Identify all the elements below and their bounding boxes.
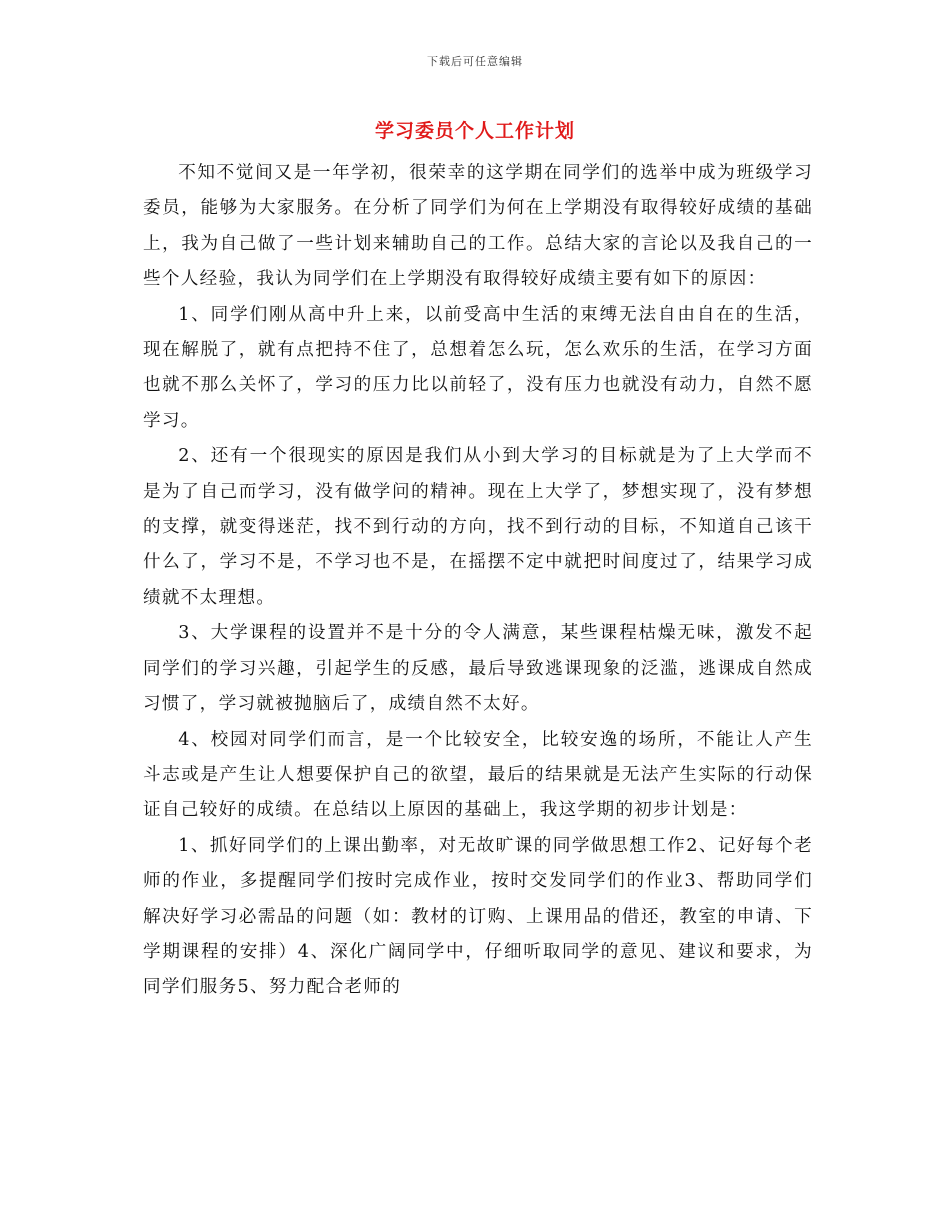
paragraph-reason-4: 4、校园对同学们而言，是一个比较安全，比较安逸的场所，不能让人产生斗志或是产生让人想要保护自己的欲望，最后的结果就是无法产生实际的行动保证自己较好的成绩。在总结以上原因的基础上，我这学期的初步计划是： (143, 729, 813, 821)
paragraph-plan: 1、抓好同学们的上课出勤率，对无故旷课的同学做思想工作2、记好每个老师的作业，多提醒同学们按时完成作业，按时交发同学们的作业3、帮助同学们解决好学习必需品的问题（如：教材的订购、上课用品的借还，教室的申请、下学期课程的安排）4、深化广阔同学中，仔细听取同学的意见、建议和要求，为同学们服务5、努力配合老师的 (143, 835, 813, 998)
document-title: 学习委员个人工作计划 (374, 120, 575, 142)
paragraph-reason-2: 2、还有一个很现实的原因是我们从小到大学习的目标就是为了上大学而不是为了自己而学习，没有做学问的精神。现在上大学了，梦想实现了，没有梦想的支撑，就变得迷茫，找不到行动的方向，找不到行动的目标，不知道自己该干什么了，学习不是，不学习也不是，在摇摆不定中就把时间度过了，结果学习成绩就不太理想。 (143, 446, 813, 608)
paragraph-intro: 不知不觉间又是一年学初，很荣幸的这学期在同学们的选举中成为班级学习委员，能够为大家服务。在分析了同学们为何在上学期没有取得较好成绩的基础上，我为自己做了一些计划来辅助自己的工作。总结大家的言论以及我自己的一些个人经验，我认为同学们在上学期没有取得较好成绩主要有如下的原因： (143, 163, 813, 290)
paragraph-reason-1: 1、同学们刚从高中升上来，以前受高中生活的束缚无法自由自在的生活，现在解脱了，就有点把持不住了，总想着怎么玩，怎么欢乐的生活，在学习方面也就不那么关怀了，学习的压力比以前轻了，没有压力也就没有动力，自然不愿学习。 (143, 304, 813, 431)
document-body (143, 156, 813, 1006)
paragraph-reason-3: 3、大学课程的设置并不是十分的令人满意，某些课程枯燥无味，激发不起同学们的学习兴趣，引起学生的反感，最后导致逃课现象的泛滥，逃课成自然成习惯了，学习就被抛脑后了，成绩自然不太好。 (143, 623, 813, 715)
header-note: 下载后可任意编辑 (427, 55, 523, 68)
